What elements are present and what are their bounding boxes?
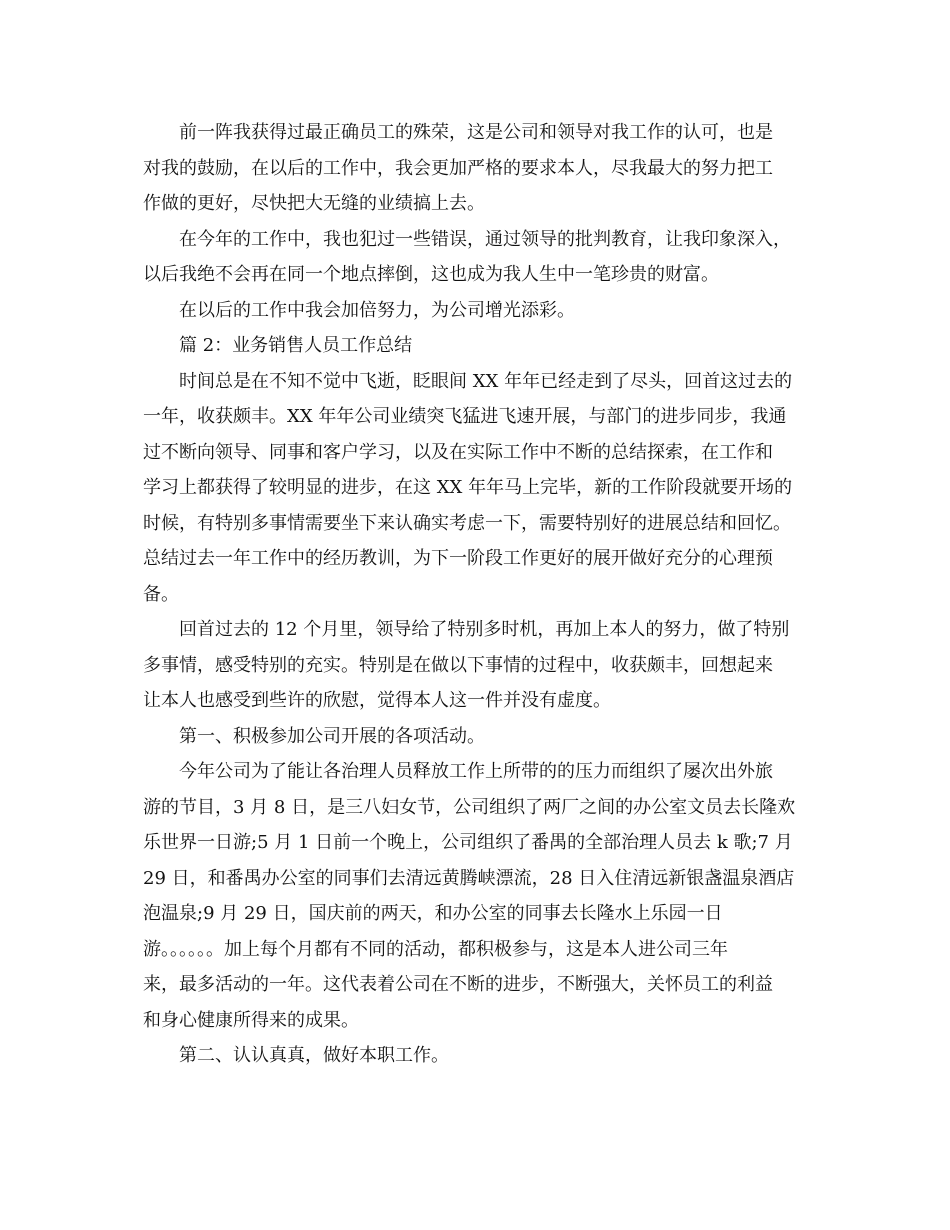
text-line: 以后我绝不会再在同一个地点摔倒，这也成为我人生中一笔珍贵的财富。 [143, 264, 719, 285]
text-line: 回首过去的 12 个月里，领导给了特别多时机，再加上本人的努力，做了特别 [179, 619, 790, 640]
section-heading [143, 328, 811, 364]
paragraph-1 [143, 115, 811, 222]
text-line: 多事情，感受特别的充实。特别是在做以下事情的过程中，收获颇丰，回想起来 [143, 654, 773, 676]
text-line: 在今年的工作中，我也犯过一些错误，通过领导的批判教育，让我印象深入， [179, 228, 791, 250]
subheading-2 [143, 1038, 811, 1074]
text-line: 让本人也感受到些许的欣慰，觉得本人这一件并没有虚度。 [143, 690, 611, 711]
text-line: 学习上都获得了较明显的进步，在这 XX 年年马上完毕，新的工作阶段就要开场的 [143, 477, 793, 498]
text-line: 游。。。。。。加上每个月都有不同的活动，都积极参与，这是本人进公司三年 [143, 938, 728, 960]
text-line: 总结过去一年工作中的经历教训，为下一阶段工作更好的展开做好充分的心理预 [143, 548, 773, 569]
text-line: 时间总是在不知不觉中飞逝，眨眼间 XX 年年已经走到了尽头，回首这过去的 [179, 370, 793, 392]
text-line: 乐世界一日游;5 月 1 日前一个晚上，公司组织了番禺的全部治理人员去 k 歌;7 月 [143, 832, 793, 853]
text-line: 作做的更好，尽快把大无缝的业绩搞上去。 [143, 193, 485, 214]
text-line: 游的节目，3 月 8 日，是三八妇女节，公司组织了两厂之间的办公室文员去长隆欢 [143, 796, 796, 818]
text-line: 今年公司为了能让各治理人员释放工作上所带的的压力而组织了屡次出外旅 [179, 761, 773, 782]
text-line: 前一阵我获得过最正确员工的殊荣，这是公司和领导对我工作的认可，也是 [179, 122, 773, 143]
text-line: 29 日，和番禺办公室的同事们去清远黄腾峡漂流，28 日入住清远新银盏温泉酒店 [143, 867, 795, 889]
text-line: 篇 2：业务销售人员工作总结 [179, 335, 413, 356]
text-line: 第一、积极参加公司开展的各项活动。 [179, 725, 485, 747]
text-line: 备。 [143, 583, 179, 605]
paragraph-8 [143, 754, 811, 1038]
paragraph-2 [143, 222, 811, 293]
paragraph-6 [143, 612, 811, 719]
document-body [143, 115, 811, 1074]
text-line: 和身心健康所得来的成果。 [143, 1009, 359, 1031]
text-line: 一年，收获颇丰。XX 年年公司业绩突飞猛进飞速开展，与部门的进步同步，我通 [143, 406, 787, 427]
text-line: 泡温泉;9 月 29 日，国庆前的两天，和办公室的同事去长隆水上乐园一日 [143, 903, 723, 924]
text-line: 来，最多活动的一年。这代表着公司在不断的进步，不断强大，关怀员工的利益 [143, 974, 773, 995]
text-line: 对我的鼓励，在以后的工作中，我会更加严格的要求本人，尽我最大的努力把工 [143, 157, 773, 179]
paragraph-5 [143, 364, 811, 613]
paragraph-3 [143, 293, 811, 329]
text-line: 时候，有特别多事情需要坐下来认确实考虑一下，需要特别好的进展总结和回忆。 [143, 512, 791, 534]
text-line: 过不断向领导、同事和客户学习，以及在实际工作中不断的总结探索，在工作和 [143, 441, 773, 463]
text-line: 在以后的工作中我会加倍努力，为公司增光添彩。 [179, 299, 575, 321]
text-line: 第二、认认真真，做好本职工作。 [179, 1045, 449, 1066]
subheading-1 [143, 719, 811, 755]
